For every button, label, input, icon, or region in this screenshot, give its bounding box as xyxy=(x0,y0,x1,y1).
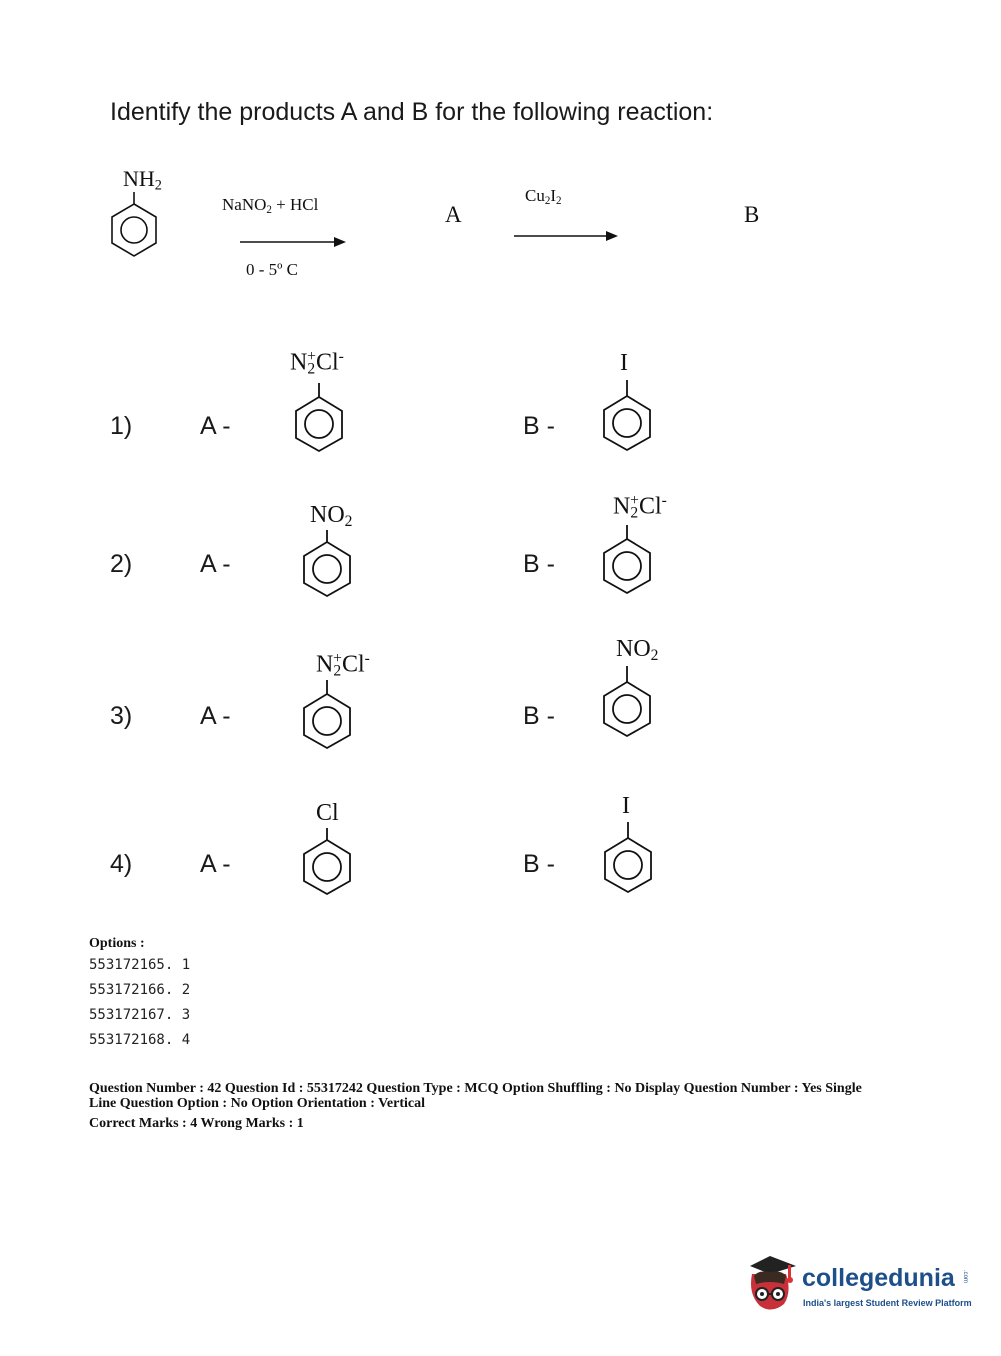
choice-3-b-group: $NO_2$ xyxy=(616,636,659,664)
question-meta-line2: Line Question Option : No Option Orientation : Vertical xyxy=(89,1096,426,1111)
intermediate-label: A xyxy=(445,202,462,227)
choice-3-a-group: $N_2^+Cl^-$ xyxy=(316,650,370,680)
brand-tld: .com xyxy=(962,1270,968,1284)
choice-1-a-label: A - xyxy=(200,412,231,440)
choice-2-b-label: B - xyxy=(523,550,555,578)
step2-reagent: $Cu_2I_2$ xyxy=(525,186,562,207)
choice-2-a-group: $NO_2$ xyxy=(310,502,353,530)
mascot-logo-icon xyxy=(740,1250,800,1318)
choice-2-number: 2) xyxy=(110,550,133,578)
step1-arrow xyxy=(238,234,348,250)
choice-1-b-group: I xyxy=(620,350,628,376)
option-item-3[interactable]: 553172167. 3 xyxy=(89,1007,191,1023)
question-prompt: Identify the products A and B for the following reaction: xyxy=(110,98,714,126)
reactant-formula: $NH_2$ xyxy=(123,166,162,194)
brand-tagline: India's largest Student Review Platform xyxy=(803,1298,972,1308)
choice-2-a-label: A - xyxy=(200,550,231,578)
choice-4-b-label: B - xyxy=(523,850,555,878)
choice-3-a-ring xyxy=(300,680,354,760)
choice-1-a-ring xyxy=(292,383,346,463)
option-item-4[interactable]: 553172168. 4 xyxy=(89,1032,191,1048)
option-item-1[interactable]: 553172165. 1 xyxy=(89,957,191,973)
step2-arrow xyxy=(512,228,622,244)
question-meta-line1: Question Number : 42 Question Id : 55317242 Question Type : MCQ Option Shuffling : No Display Question Number : Yes Single xyxy=(89,1081,862,1096)
choice-3-b-label: B - xyxy=(523,702,555,730)
choice-4-a-group: Cl xyxy=(316,800,339,826)
choice-4-a-label: A - xyxy=(200,850,231,878)
choice-2-b-ring xyxy=(600,525,654,605)
option-item-2[interactable]: 553172166. 2 xyxy=(89,982,191,998)
choice-4-b-group: I xyxy=(622,793,630,819)
choice-4-a-ring xyxy=(300,828,354,906)
choice-4-number: 4) xyxy=(110,850,133,878)
choice-3-a-label: A - xyxy=(200,702,231,730)
question-meta-marks: Correct Marks : 4 Wrong Marks : 1 xyxy=(89,1116,304,1131)
choice-1-a-group: $N_2^+Cl^-$ xyxy=(290,348,344,378)
step1-reagent: NaNO$_2$ + HCl xyxy=(222,195,319,216)
choice-1-b-label: B - xyxy=(523,412,555,440)
reactant-benzene-ring xyxy=(108,192,160,268)
choice-3-b-ring xyxy=(600,666,654,748)
choice-3-number: 3) xyxy=(110,702,133,730)
product-label: B xyxy=(744,202,760,227)
brand-name: collegedunia xyxy=(802,1264,955,1292)
options-heading: Options : xyxy=(89,936,145,951)
choice-1-b-ring xyxy=(600,380,654,462)
choice-2-b-group: $N_2^+Cl^-$ xyxy=(613,492,667,522)
choice-1-number: 1) xyxy=(110,412,133,440)
choice-2-a-ring xyxy=(300,530,354,608)
choice-4-b-ring xyxy=(601,822,655,904)
step1-condition: 0 - 5º C xyxy=(246,260,299,279)
